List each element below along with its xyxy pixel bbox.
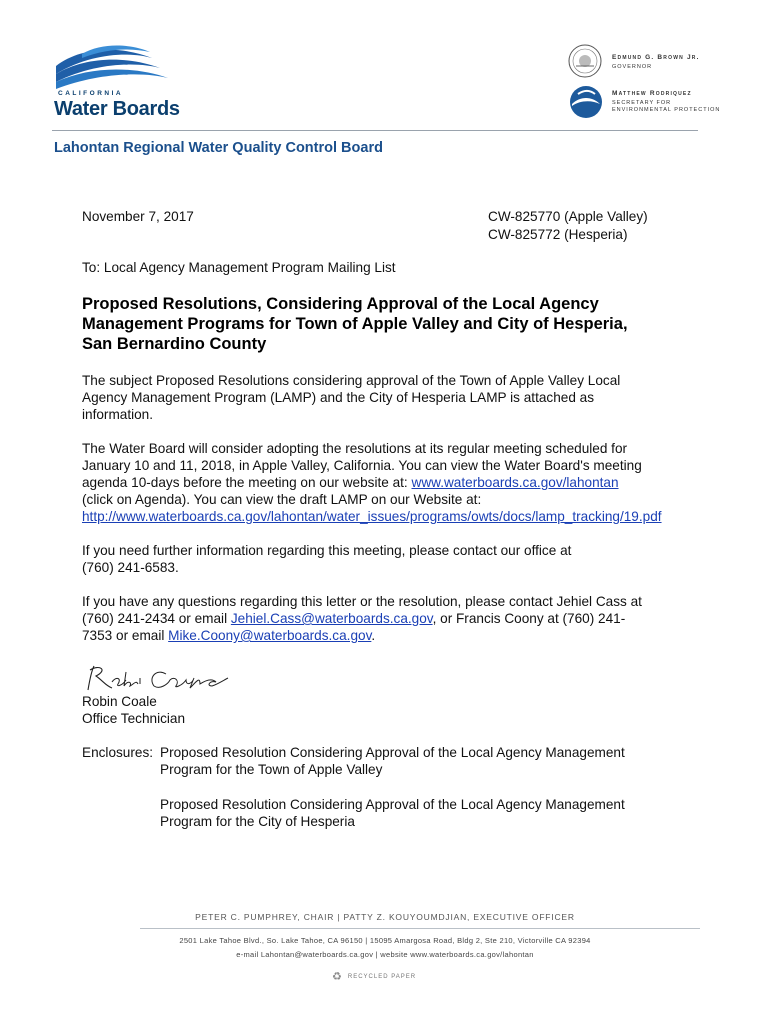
governor-name: Edmund G. Brown Jr. bbox=[612, 54, 700, 61]
enclosure-2-line-2: Program for the City of Hesperia bbox=[160, 814, 355, 829]
secretary-name: Matthew Rodriquez bbox=[612, 90, 692, 97]
p4-line-3 bbox=[82, 627, 722, 644]
board-name: Lahontan Regional Water Quality Control Board bbox=[54, 140, 383, 156]
paragraph-2 bbox=[82, 440, 722, 525]
reference-number-2: CW-825772 (Hesperia) bbox=[488, 227, 628, 242]
state-seal-icon bbox=[568, 44, 602, 78]
enclosure-1-line-2: Program for the Town of Apple Valley bbox=[160, 762, 383, 777]
subject-line-2: Management Programs for Town of Apple Valley and City of Hesperia, bbox=[82, 315, 628, 333]
p4-line-2-post: , or Francis Coony at (760) 241- bbox=[432, 611, 626, 626]
enclosure-2 bbox=[160, 796, 700, 830]
subject-line-3: San Bernardino County bbox=[82, 335, 267, 353]
enclosure-1-line-1: Proposed Resolution Considering Approval of the Local Agency Management bbox=[160, 745, 625, 760]
p2-line-3 bbox=[82, 474, 722, 491]
footer-address: 2501 Lake Tahoe Blvd., So. Lake Tahoe, CA 96150 | 15095 Amargosa Road, Bldg 2, Ste 210, Victorville CA 92394 bbox=[179, 936, 591, 945]
p2-line-5 bbox=[82, 508, 722, 525]
header-divider bbox=[52, 130, 698, 131]
p1-line-2: Agency Management Program (LAMP) and the City of Hesperia LAMP is attached as bbox=[82, 390, 595, 405]
draft-lamp-link[interactable]: http://www.waterboards.ca.gov/lahontan/water_issues/programs/owts/docs/lamp_tracking/19.pdf bbox=[82, 509, 662, 524]
p1-line-3: information. bbox=[82, 407, 154, 422]
p2-line-2: January 10 and 11, 2018, in Apple Valley, California. You can view the Water Board's meeting bbox=[82, 458, 642, 473]
p4-line-2 bbox=[82, 610, 722, 627]
footer-officers: PETER C. PUMPHREY, CHAIR | PATTY Z. KOUYOUMDJIAN, EXECUTIVE OFFICER bbox=[195, 912, 575, 922]
paragraph-1 bbox=[82, 372, 702, 423]
paragraph-3 bbox=[82, 542, 702, 576]
jehiel-cass-email-link[interactable]: Jehiel.Cass@waterboards.ca.gov bbox=[230, 611, 433, 626]
footer-contact: e-mail Lahontan@waterboards.ca.gov | website www.waterboards.ca.gov/lahontan bbox=[236, 950, 534, 959]
p4-line-2-pre: (760) 241-2434 or email bbox=[82, 611, 231, 626]
logo-name: Water Boards bbox=[54, 98, 180, 120]
governor-title: GOVERNOR bbox=[612, 64, 653, 70]
paragraph-4 bbox=[82, 593, 722, 644]
p3-line-1: If you need further information regarding this meeting, please contact our office at bbox=[82, 543, 572, 558]
secretary-title-1: SECRETARY FOR bbox=[612, 100, 672, 106]
p2-line-1: The Water Board will consider adopting the resolutions at its regular meeting scheduled for bbox=[82, 441, 628, 456]
logo-state-label: CALIFORNIA bbox=[58, 90, 124, 97]
letter-date: November 7, 2017 bbox=[82, 209, 194, 224]
reference-number-1: CW-825770 (Apple Valley) bbox=[488, 209, 648, 224]
secretary-title-2: ENVIRONMENTAL PROTECTION bbox=[612, 107, 721, 113]
p4-line-1: If you have any questions regarding this letter or the resolution, please contact Jehiel Cass at bbox=[82, 594, 642, 609]
p3-line-2: (760) 241-6583. bbox=[82, 560, 179, 575]
enclosure-2-line-1: Proposed Resolution Considering Approval of the Local Agency Management bbox=[160, 797, 625, 812]
footer-divider bbox=[140, 928, 700, 929]
handwritten-signature bbox=[82, 660, 232, 696]
subject-line-1: Proposed Resolutions, Considering Approval of the Local Agency bbox=[82, 295, 599, 313]
p2-line-3-text: agenda 10-days before the meeting on our website at: bbox=[82, 475, 412, 490]
p4-line-3-post: . bbox=[371, 628, 376, 643]
letter-recipient: To: Local Agency Management Program Mailing List bbox=[82, 260, 396, 275]
lahontan-website-link[interactable]: www.waterboards.ca.gov/lahontan bbox=[411, 475, 619, 490]
recycled-paper-label: RECYCLED PAPER bbox=[347, 973, 417, 980]
mike-coony-email-link[interactable]: Mike.Coony@waterboards.ca.gov bbox=[168, 628, 372, 643]
signer-title: Office Technician bbox=[82, 711, 186, 726]
letter-subject bbox=[82, 294, 672, 354]
enclosures-label: Enclosures: bbox=[82, 745, 154, 760]
recycled-paper-mark bbox=[332, 970, 416, 983]
recycle-icon: ♻ bbox=[332, 971, 343, 983]
calepa-logo-icon bbox=[568, 84, 604, 120]
p1-line-1: The subject Proposed Resolutions considering approval of the Town of Apple Valley Local bbox=[82, 373, 621, 388]
enclosure-1 bbox=[160, 744, 700, 778]
p4-line-3-pre: 7353 or email bbox=[82, 628, 169, 643]
p2-line-4: (click on Agenda). You can view the draft LAMP on our Website at: bbox=[82, 492, 482, 507]
signer-name: Robin Coale bbox=[82, 694, 157, 709]
